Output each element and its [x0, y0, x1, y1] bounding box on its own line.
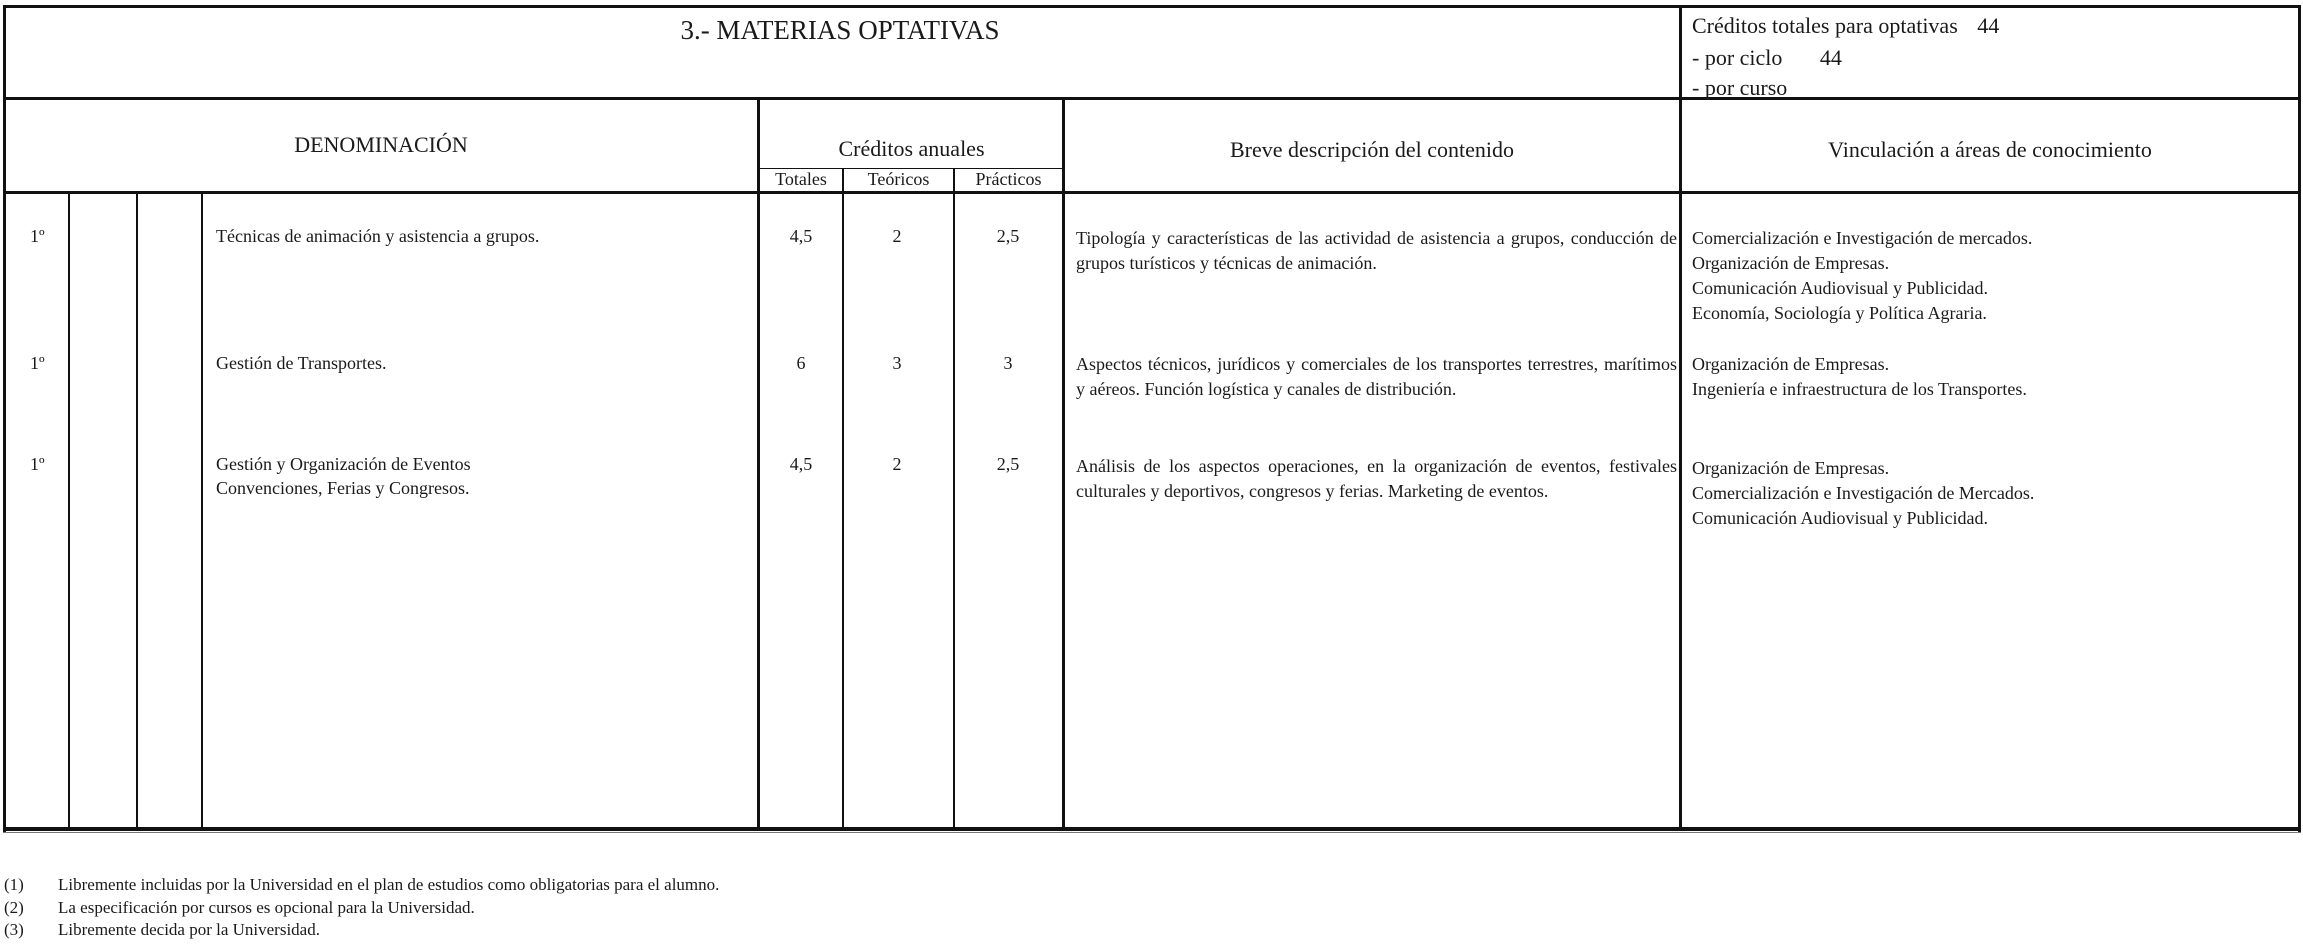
row-area: Comunicación Audiovisual y Publicidad. — [1692, 278, 1988, 298]
footnote-text: Libremente incluidas por la Universidad en el plan de estudios como obligatorias para el alumno. — [58, 875, 720, 894]
row-area: Comunicación Audiovisual y Publicidad. — [1692, 508, 1988, 528]
row-description: Tipología y características de las actividad de asistencia a grupos, conducción de grupos turísticos y técnicas de animación. — [1076, 228, 1677, 273]
footnote-mark: (1) — [4, 875, 24, 894]
header-practicos: Prácticos — [975, 169, 1042, 189]
header-vinculacion: Vinculación a áreas de conocimiento — [1828, 137, 2152, 162]
row-totales: 6 — [796, 353, 806, 373]
row-area: Organización de Empresas. — [1692, 253, 1890, 273]
row-area: Organización de Empresas. — [1692, 354, 1890, 374]
row-description: Análisis de los aspectos operaciones, en la organización de eventos, festivales culturales y deportivos, congresos y ferias. Marketing de eventos. — [1076, 456, 1677, 501]
row-area: Economía, Sociología y Política Agraria. — [1692, 303, 1987, 323]
row-ciclo: 1º — [30, 226, 45, 246]
row-ciclo: 1º — [30, 353, 45, 373]
section-title: 3.- MATERIAS OPTATIVAS — [680, 15, 1000, 45]
row-name: Gestión y Organización de Eventos — [216, 454, 471, 474]
row-area: Comercialización e Investigación de mercados. — [1692, 228, 2033, 248]
row-description: Aspectos técnicos, jurídicos y comerciales de los transportes terrestres, marítimos y aéreos. Función logística y canales de distribución. — [1076, 354, 1677, 399]
row-teoricos: 2 — [892, 454, 902, 474]
row-name: Convenciones, Ferias y Congresos. — [216, 478, 470, 498]
credits-total-value: 44 — [1977, 13, 2000, 38]
footnote-text: La especificación por cursos es opcional para la Universidad. — [58, 898, 475, 917]
row-practicos: 2,5 — [996, 454, 1020, 474]
header-descripcion: Breve descripción del contenido — [1229, 137, 1515, 162]
row-area: Organización de Empresas. — [1692, 458, 1890, 478]
per-cycle-value: 44 — [1819, 45, 1842, 70]
row-practicos: 3 — [1003, 353, 1013, 373]
row-area: Ingeniería e infraestructura de los Transportes. — [1692, 379, 2027, 399]
row-teoricos: 2 — [892, 226, 902, 246]
header-totales: Totales — [775, 169, 827, 189]
header-teoricos: Teóricos — [867, 169, 930, 189]
row-totales: 4,5 — [789, 454, 813, 474]
row-teoricos: 3 — [892, 353, 902, 373]
row-ciclo: 1º — [30, 454, 45, 474]
per-course-label: - por curso — [1692, 75, 1788, 100]
credits-total-label: Créditos totales para optativas — [1692, 13, 1958, 38]
per-cycle-label: - por ciclo — [1692, 45, 1783, 70]
footnote-text: Libremente decida por la Universidad. — [58, 920, 320, 939]
row-area: Comercialización e Investigación de Mercados. — [1692, 483, 2035, 503]
footnote-mark: (3) — [4, 920, 24, 939]
row-name: Gestión de Transportes. — [216, 353, 387, 373]
row-name: Técnicas de animación y asistencia a grupos. — [216, 226, 540, 246]
header-denominacion: DENOMINACIÓN — [294, 132, 468, 157]
footnote-mark: (2) — [4, 898, 24, 917]
row-totales: 4,5 — [789, 226, 813, 246]
header-creditos-anuales: Créditos anuales — [838, 136, 985, 161]
row-practicos: 2,5 — [996, 226, 1020, 246]
